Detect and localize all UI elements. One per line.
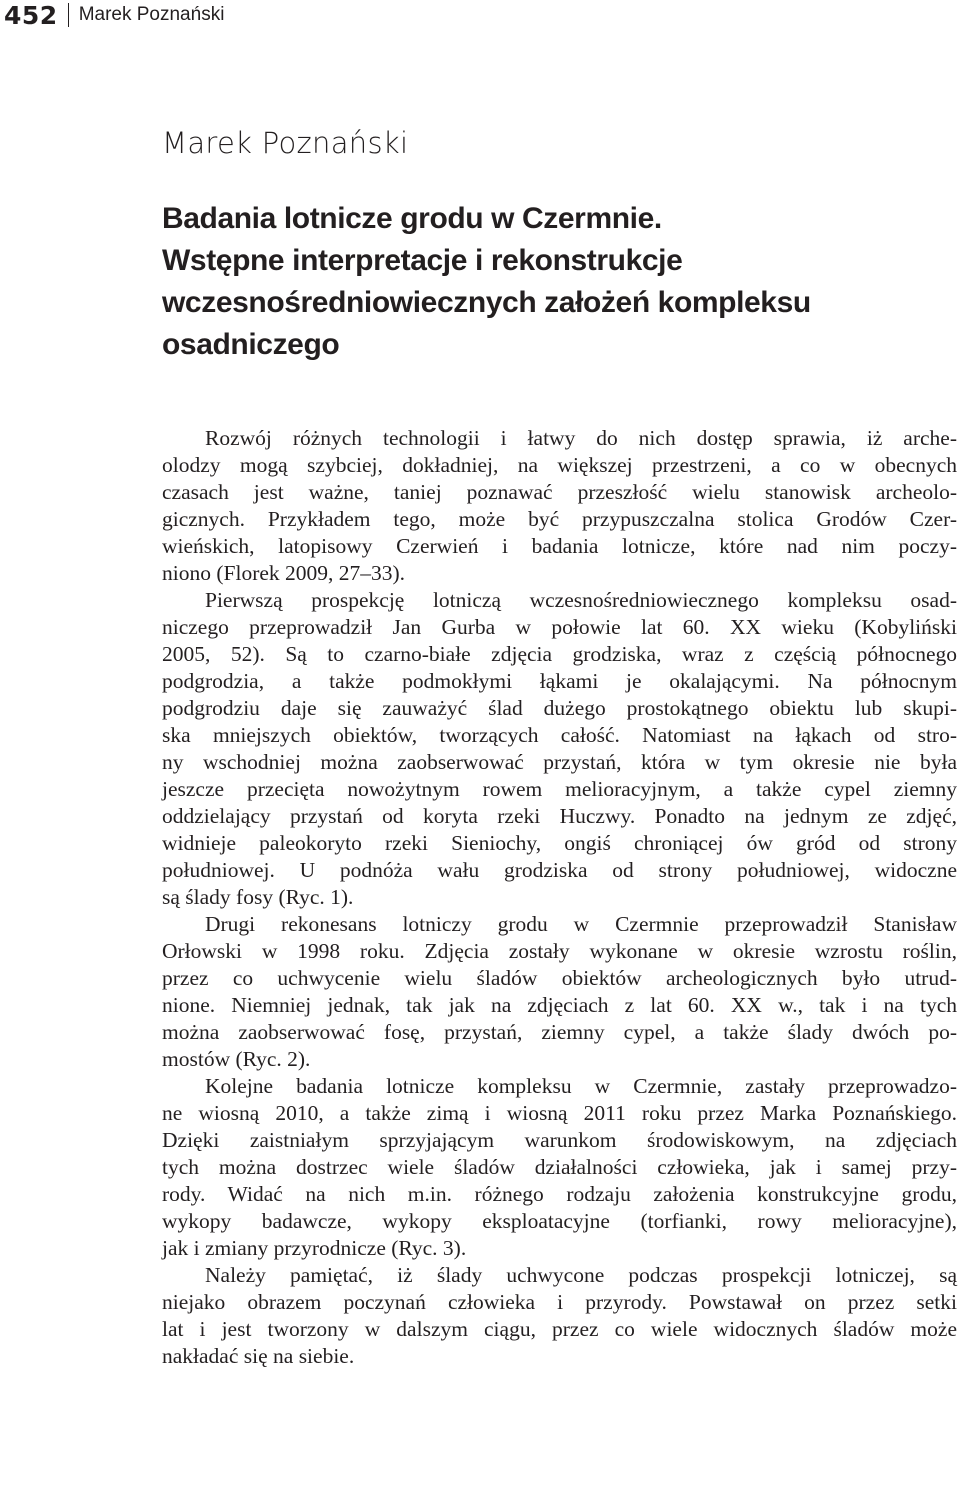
text-line: Należy pamiętać, iż ślady uchwycone podczas prospekcji lotniczej, są [205, 1263, 957, 1287]
running-header-author: Marek Poznański [78, 4, 225, 25]
text-line: są ślady fosy (Ryc. 1). [162, 885, 354, 909]
text-line: olodzy mogą szybciej, dokładniej, na większej przestrzeni, a co w obecnych [162, 453, 957, 477]
article-body [162, 425, 957, 1370]
text-line: Dzięki zaistniałym sprzyjającym warunkom środowiskowym, na zdjęciach [162, 1128, 957, 1152]
text-line: Drugi rekonesans lotniczy grodu w Czermnie przeprowadził Stanisław [205, 912, 957, 936]
article-author: Marek Poznański [162, 126, 409, 160]
running-header [4, 0, 224, 30]
text-line: przez co uchwycenie wielu śladów obiektów archeologicznych było utrud- [162, 966, 957, 990]
text-line: Pierwszą prospekcję lotniczą wczesnośredniowiecznego kompleksu osad- [205, 588, 957, 612]
text-line: południowej. U podnóża wału grodziska od strony południowej, widoczne [162, 858, 957, 882]
text-line: jeszcze przecięta nowożytnym rowem melioracyjnym, a także cypel ziemny [162, 777, 957, 801]
title-line: osadniczego [162, 328, 340, 361]
text-line: widnieje paleokoryto rzeki Sieniochy, ongiś chroniącej ów gród od strony [162, 831, 957, 855]
paragraph [162, 911, 957, 1073]
text-line: jak i zmiany przyrodnicze (Ryc. 3). [162, 1236, 467, 1260]
title-line: Badania lotnicze grodu w Czermnie. [162, 202, 662, 235]
text-line: Orłowski w 1998 roku. Zdjęcia zostały wykonane w okresie wzrostu roślin, [162, 939, 957, 963]
text-line: wieńskich, latopisowy Czerwień i badania lotnicze, które nad nim poczy- [162, 534, 957, 558]
title-line: Wstępne interpretacje i rekonstrukcje [162, 244, 683, 277]
text-line: ska mniejszych obiektów, tworzących całość. Natomiast na łąkach od stro- [162, 723, 957, 747]
article-title [162, 198, 902, 366]
text-line: nakładać się na siebie. [162, 1344, 355, 1368]
text-line: czasach jest ważne, taniej poznawać przeszłość wielu stanowisk archeolo- [162, 480, 957, 504]
text-line: tych można dostrzec wiele śladów działalności człowieka, jak i samej przy- [162, 1155, 957, 1179]
text-line: gicznych. Przykładem tego, może być przypuszczalna stolica Grodów Czer- [162, 507, 957, 531]
text-line: niono (Florek 2009, 27–33). [162, 561, 406, 585]
paragraph [162, 587, 957, 911]
text-line: niejako obrazem poczynań człowieka i przyrody. Powstawał on przez setki [162, 1290, 957, 1314]
text-line: rody. Widać na nich m.in. różnego rodzaju założenia konstrukcyjne grodu, [162, 1182, 957, 1206]
text-line: podgrodziu daje się zauważyć ślad dużego prostokątnego obiektu lub skupi- [162, 696, 957, 720]
text-line: nione. Niemniej jednak, tak jak na zdjęciach z lat 60. XX w., tak i na tych [162, 993, 957, 1017]
title-line: wczesnośredniowiecznych założeń kompleksu [162, 286, 811, 319]
text-line: niczego przeprowadził Jan Gurba w połowie lat 60. XX wieku (Kobyliński [162, 615, 957, 639]
text-line: ne wiosną 2010, a także zimą i wiosną 2011 roku przez Marka Poznańskiego. [162, 1101, 957, 1125]
text-line: oddzielający przystań od koryta rzeki Huczwy. Ponadto na jednym ze zdjęć, [162, 804, 957, 828]
paragraph [162, 1073, 957, 1262]
text-line: Kolejne badania lotnicze kompleksu w Czermnie, zastały przeprowadzo- [205, 1074, 957, 1098]
text-line: wykopy badawcze, wykopy eksploatacyjne (torfianki, rowy melioracyjne), [162, 1209, 957, 1233]
text-line: 2005, 52). Są to czarno-białe zdjęcia grodziska, wraz z częścią północnego [162, 642, 957, 666]
text-line: Rozwój różnych technologii i łatwy do nich dostęp sprawia, iż arche- [205, 426, 957, 450]
text-line: podgrodzia, a także podmokłymi łąkami je okalającymi. Na północnym [162, 669, 957, 693]
paragraph [162, 425, 957, 587]
paragraph [162, 1262, 957, 1370]
text-line: lat i jest tworzony w dalszym ciągu, przez co wiele widocznych śladów może [162, 1317, 957, 1341]
text-line: ny wschodniej można zaobserwować przystań, która w tym okresie nie była [162, 750, 957, 774]
header-divider [68, 3, 69, 27]
text-line: można zaobserwować fosę, przystań, ziemny cypel, a także ślady dwóch po- [162, 1020, 957, 1044]
page-number: 452 [4, 0, 58, 30]
text-line: mostów (Ryc. 2). [162, 1047, 311, 1071]
